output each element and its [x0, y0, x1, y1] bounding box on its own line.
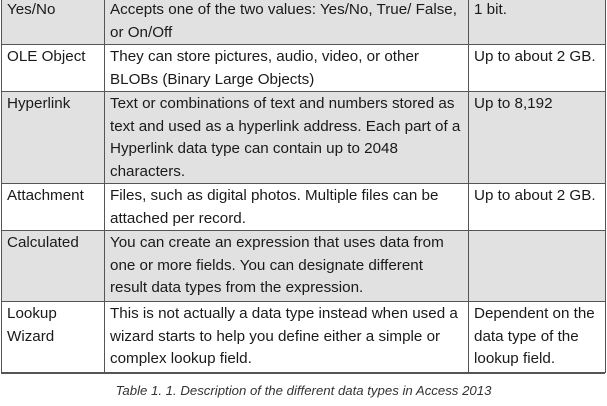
- table-row-ole-object: [2, 45, 606, 92]
- cell-size: 1 bit.: [469, 0, 606, 45]
- cell-type: Hyperlink: [2, 92, 105, 184]
- table-row-calculated: [2, 231, 606, 302]
- cell-description: This is not actually a data type instead when used a wizard starts to help you define either a simple or complex lookup field.: [105, 302, 469, 373]
- cell-description: Accepts one of the two values: Yes/No, True/ False, or On/Off: [105, 0, 469, 45]
- cell-description: Text or combinations of text and numbers stored as text and used as a hyperlink address. Each part of a Hyperlink data type can contain up to 2048 characters.: [105, 92, 469, 184]
- data-types-table-container: [1, 0, 605, 374]
- table-row-hyperlink: [2, 92, 606, 184]
- cell-type: Attachment: [2, 184, 105, 231]
- cell-size: Dependent on the data type of the lookup field.: [469, 302, 606, 373]
- cell-type: Calculated: [2, 231, 105, 302]
- cell-description: Files, such as digital photos. Multiple files can be attached per record.: [105, 184, 469, 231]
- data-types-table: [1, 0, 606, 373]
- cell-size: Up to about 2 GB.: [469, 184, 606, 231]
- cell-size: Up to 8,192: [469, 92, 606, 184]
- cell-size: Up to about 2 GB.: [469, 45, 606, 92]
- table-row-lookup-wizard: [2, 302, 606, 373]
- cell-description: They can store pictures, audio, video, or other BLOBs (Binary Large Objects): [105, 45, 469, 92]
- cell-type: OLE Object: [2, 45, 105, 92]
- cell-type: Lookup Wizard: [2, 302, 105, 373]
- table-caption: Table 1. 1. Description of the different data types in Access 2013: [115, 383, 492, 398]
- table-row-yes-no: [2, 0, 606, 45]
- cell-size: [469, 231, 606, 302]
- cell-description: You can create an expression that uses data from one or more fields. You can designate different result data types from the expression.: [105, 231, 469, 302]
- cell-type: Yes/No: [2, 0, 105, 45]
- table-row-attachment: [2, 184, 606, 231]
